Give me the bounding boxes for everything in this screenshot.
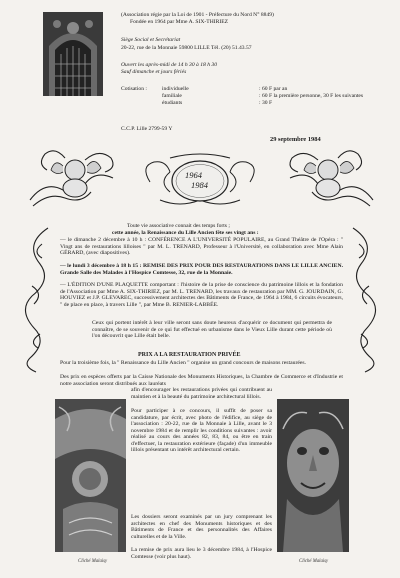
hours-line-1: Ouvert les après-midi de 14 h 30 à 18 h 30 bbox=[121, 62, 218, 68]
ornament-photo-left bbox=[55, 399, 126, 552]
intro-line-1: Toute vie associative connait des temps forts ; bbox=[127, 223, 230, 229]
announcement-3: — L'ÉDITION D'UNE PLAQUETTE comportant : l'histoire de la prise de conscience du patrimoine lillois et la fondation de l'Association par Mme A. SIX-THIRIEZ, par M. L. TRENARD, les travaux de restauration par MM. G. JOURDAIN, G. HOUVIEZ et J.P. GLEVAREC, successivement architectes des Bâtiments de France, de 1964 à 1984, 6 circuits évocateurs, " de place en place, à travers Lille ", par Mme B. RENIER-LABBÉE. bbox=[60, 282, 343, 308]
cotisation-price-1: : 60 F par an bbox=[259, 86, 288, 92]
announcement-4: Ceux qui portent intérêt à leur ville seront sans doute heureux d'acquérir ce document qui permettra de connaître, de se souvenir de ce qui fut effectué en urbanisme dans le Vieux Lille durant cette période où l'on découvrit que Lille était belle. bbox=[92, 320, 332, 339]
hours-line-2: Sauf dimanche et jours fériés bbox=[121, 69, 187, 75]
letter-date: 29 septembre 1984 bbox=[270, 136, 321, 143]
cherub-right-illustration bbox=[278, 140, 378, 218]
left-scroll-ornament bbox=[18, 224, 58, 374]
office-title: Siège Social et Secrétariat bbox=[121, 37, 181, 43]
founded-line: Fondée en 1964 par Mme A. SIX-THIRIEZ bbox=[130, 19, 229, 25]
ccp-line: C.C.P. Lille 2799-59 Y bbox=[121, 126, 173, 132]
carved-door-photo bbox=[43, 12, 103, 96]
address-line: 20-22, rue de la Monnaie 59800 LILLE Tél. (20) 51.43.57 bbox=[121, 45, 252, 51]
caption-right: Cliché Malaisy bbox=[299, 559, 329, 564]
cartouche-year-start: 1964 bbox=[185, 170, 202, 180]
prize-paragraph-1: Des prix en espèces offerts par la Caisse Nationale des Monuments Historiques, la Chambre de Commerce et d'Industrie et notre association seront distribués aux lauréats bbox=[60, 374, 343, 387]
cotisation-price-3: : 30 F bbox=[259, 100, 273, 106]
cotisation-type-2: familiale bbox=[162, 93, 182, 99]
association-line: (Association régie par la Loi de 1901 - Préfecture du Nord N° 8849) bbox=[121, 12, 274, 18]
intro-line-2: cette année, la Renaissance du Lille Ancien fête ses vingt ans : bbox=[112, 229, 259, 236]
prize-title: PRIX A LA RESTAURATION PRIVÉE bbox=[138, 352, 241, 358]
prize-column-3: Les dossiers seront examinés par un jury comprenant les architectes en chef des Monuments historiques et des Bâtiments de France et des personnalités des Affaires culturelles et de la Ville. bbox=[131, 514, 272, 540]
caption-left: Cliché Malaisy bbox=[78, 559, 108, 564]
prize-lead: Pour la troisième fois, la " Renaissance du Lille Ancien " organise un grand concours de maisons restaurées. bbox=[60, 359, 307, 366]
mascaron-photo-right bbox=[277, 399, 349, 552]
cotisation-type-1: individuelle bbox=[162, 86, 189, 92]
cherub-left-illustration bbox=[25, 140, 125, 218]
cartouche-year-end: 1984 bbox=[191, 180, 208, 190]
prize-column-2: Pour participer à ce concours, il suffit de poser sa candidature, par écrit, avec photo de l'édifice, au siège de l'association : 20-22, rue de la Monnaie à Lille, avant le 3 novembre 1984 et de remplir les conditions suivantes : avoir réalisé au cours des années 82, 83, 84, ou être en train d'effectuer, la restauration extérieure (façade) d'un immeuble lillois présentant un intérêt architectural certain. bbox=[131, 408, 272, 453]
cotisation-type-3: étudiants bbox=[162, 100, 183, 106]
announcement-1: — le dimanche 2 décembre à 10 h : CONFÉRENCE A L'UNIVERSITÉ POPULAIRE, au Grand Théâtre de l'Opéra : " Vingt ans de restaurations lilloises " par M. L. TRENARD, Professeur à l'Université, en collaboration avec Mme Alain GÉRARD, (avec diapositives). bbox=[60, 237, 343, 256]
prize-column-1: afin d'encourager les restaurations privées qui contribuent au maintien et à la beauté du patrimoine architectural lillois. bbox=[131, 387, 272, 400]
announcement-2: — le lundi 3 décembre à 18 h 15 : REMISE DES PRIX POUR DES RESTAURATIONS DANS LE LILLE ANCIEN. Grande Salle des Malades à l'Hospice Comtesse, 32, rue de la Monnaie. bbox=[60, 263, 343, 276]
cotisation-price-2: : 60 F la première personne, 30 F les suivantes bbox=[259, 93, 364, 99]
prize-column-4: La remise de prix aura lieu le 3 décembre 1984, à l'Hospice Comtesse (voir plus haut). bbox=[131, 547, 272, 560]
right-scroll-ornament bbox=[343, 224, 383, 374]
cotisation-label: Cotisation : bbox=[121, 86, 147, 92]
